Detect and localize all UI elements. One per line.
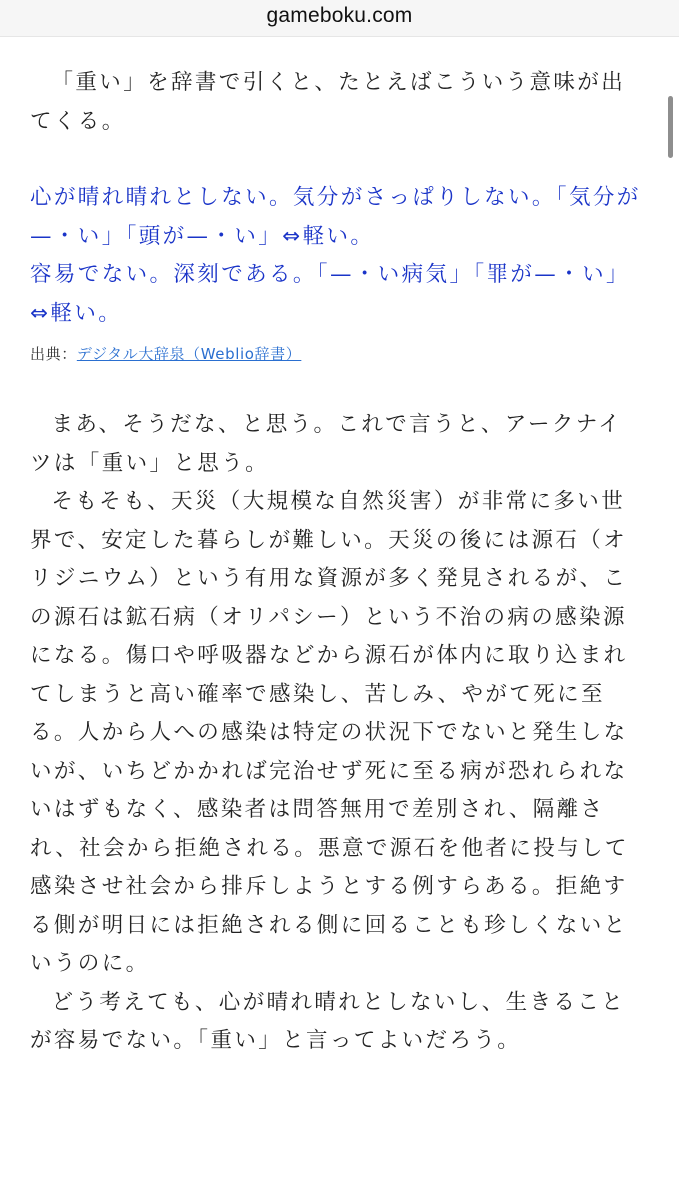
source-citation [30, 343, 645, 364]
dictionary-definition-1: 心が晴れ晴れとしない。気分がさっぱりしない。「気分が—・い」「頭が—・い」⇔軽い。 [30, 185, 641, 249]
dictionary-definition-2: 容易でない。深刻である。「—・い病気」「罪が—・い」⇔軽い。 [30, 262, 630, 326]
scrollbar[interactable] [668, 96, 673, 158]
body-paragraph-2: そもそも、天災（大規模な自然災害）が非常に多い世界で、安定した暮らしが難しい。天災の後には源石（オリジニウム）という有用な資源が多く発見されるが、この源石は鉱石病（オリパシー）という不治の病の感染源になる。傷口や呼吸器などから源石が体内に取り込まれてしまうと高い確率で感染し、苦しみ、やがて死に至る。人から人への感染は特定の状況下でないと発生しないが、いちどかかれば完治せず死に至る病が恐れられないはずもなく、感染者は問答無用で差別され、隔離され、社会から拒絶される。悪意で源石を他者に投与して感染させ社会から排斥しようとする例すらある。拒絶する側が明日には拒絶される側に回ることも珍しくないというのに。 [30, 489, 629, 976]
body-paragraph-1: まあ、そうだな、と思う。これで言うと、アークナイツは「重い」と思う。 [30, 412, 623, 476]
domain-label[interactable]: gameboku.com [266, 4, 413, 27]
article-body [30, 64, 645, 1061]
source-label: 出典： [30, 345, 77, 363]
source-link[interactable]: デジタル大辞泉（Weblio辞書） [76, 345, 302, 363]
address-bar[interactable] [0, 0, 679, 37]
intro-paragraph: 「重い」を辞書で引くと、たとえばこういう意味が出てくる。 [30, 70, 626, 134]
body-paragraph-3: どう考えても、心が晴れ晴れとしないし、生きることが容易でない。「重い」と言ってよいだろう。 [30, 989, 626, 1053]
